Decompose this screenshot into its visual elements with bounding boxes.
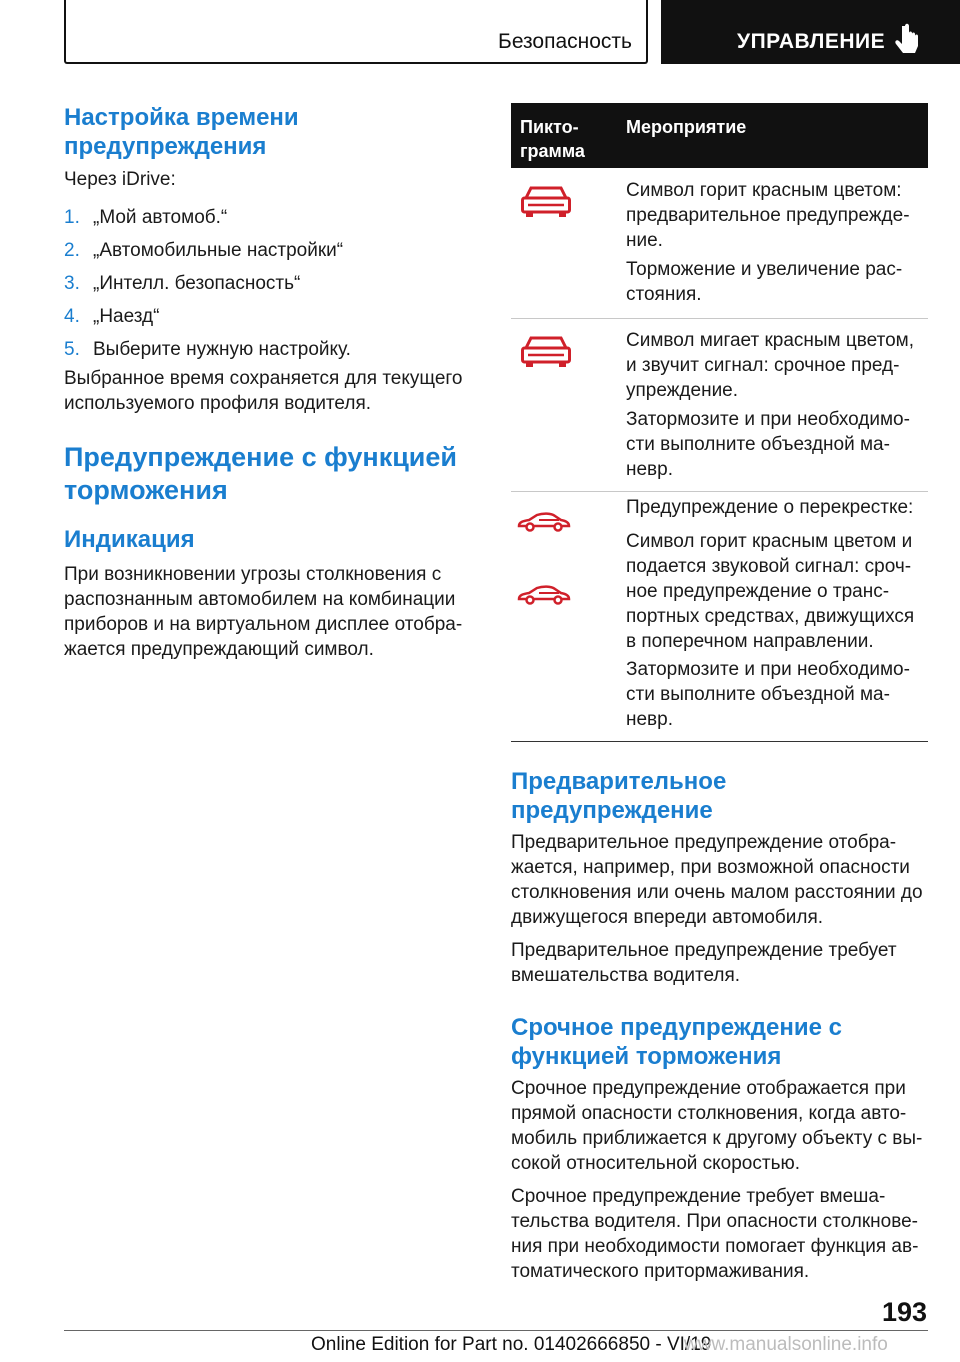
car-side-icon — [517, 584, 571, 606]
step-text: „Наезд“ — [93, 306, 160, 327]
pre-warning-text: Предварительное предупреждение отобра-жается, например, при возможной опасности столкновения или очень малом расстоянии до движущегося впереди автомобиля. — [511, 832, 923, 928]
pre-warning-heading: Предварительное предупреждение — [511, 768, 727, 824]
car-side-icon — [517, 511, 571, 533]
col-pictogram-header: Пикто-грамма — [520, 117, 585, 161]
urgent-warning-text: Срочное предупреждение отображается при прямой опасности столкновения, когда авто-мобиль приближается к другому объекту с вы-сокой относительной скоростью. — [511, 1078, 923, 1174]
saved-profile-note: Выбранное время сохраняется для текущего используемого профиля водителя. — [64, 368, 463, 414]
via-idrive-text: Через iDrive: — [64, 169, 176, 190]
step-number: 5. — [64, 339, 80, 360]
header-section-tab — [64, 0, 648, 64]
brake-warning-heading: Предупреждение с функцией торможения — [64, 442, 458, 505]
indication-heading: Индикация — [64, 526, 195, 553]
step-text: „Автомобильные настройки“ — [93, 240, 344, 261]
footer-edition: Online Edition for Part no. 01402666850 - VI/19 — [311, 1334, 712, 1355]
pre-warning-driver-text: Предварительное предупреждение требует вмешательства водителя. — [511, 940, 897, 986]
time-setting-heading: Настройка времени предупреждения — [64, 104, 299, 160]
step-text: Выберите нужную настройку. — [93, 339, 351, 360]
footer-divider — [64, 1330, 928, 1331]
row-divider — [511, 491, 928, 492]
step-number: 1. — [64, 207, 80, 228]
footer-watermark: www.manualsonline.info — [684, 1334, 888, 1355]
car-rear-icon — [521, 185, 571, 219]
step-number: 3. — [64, 273, 80, 294]
table-bottom-rule — [511, 741, 928, 742]
urgent-warning-heading: Срочное предупреждение с функцией торможения — [511, 1014, 842, 1070]
col-action-header: Мероприятие — [626, 117, 747, 137]
step-text: „Мой автомоб.“ — [93, 207, 228, 228]
row1-action: Торможение и увеличение рас-стояния. — [626, 259, 903, 305]
header-chapter-label: УПРАВЛЕНИЕ — [737, 30, 886, 53]
pointing-hand-icon — [893, 0, 923, 64]
row2-action: Затормозите и при необходимо-сти выполните объездной ма-невр. — [626, 409, 910, 480]
row1-text: Символ горит красным цветом: предварительное предупрежде-ние. — [626, 180, 910, 251]
step-number: 2. — [64, 240, 80, 261]
page-number: 193 — [881, 1297, 927, 1327]
indication-text: При возникновении угрозы столкновения с распознанным автомобилем на комбинации приборов и на виртуальном дисплее отобра-жается предупреждающий символ. — [64, 564, 463, 660]
table-header — [511, 103, 928, 168]
step-text: „Интелл. безопасность“ — [93, 273, 301, 294]
row3-intro: Предупреждение о перекрестке: — [626, 497, 914, 518]
step-number: 4. — [64, 306, 80, 327]
row-divider — [511, 318, 928, 319]
row3-action: Затормозите и при необходимо-сти выполните объездной ма-невр. — [626, 659, 910, 730]
header-section-label: Безопасность — [498, 30, 632, 53]
row3-text: Символ горит красным цветом и подается звуковой сигнал: сроч-ное предупреждение о транс-портных средствах, движущихся в поперечном направлении. — [626, 531, 915, 652]
urgent-warning-driver-text: Срочное предупреждение требует вмеша-тельства водителя. При опасности столкнове-ния при необходимости помогает функция ав-томатического притормаживания. — [511, 1186, 919, 1282]
row2-text: Символ мигает красным цветом, и звучит сигнал: срочное пред-упреждение. — [626, 330, 914, 401]
car-rear-flashing-icon — [521, 335, 571, 369]
